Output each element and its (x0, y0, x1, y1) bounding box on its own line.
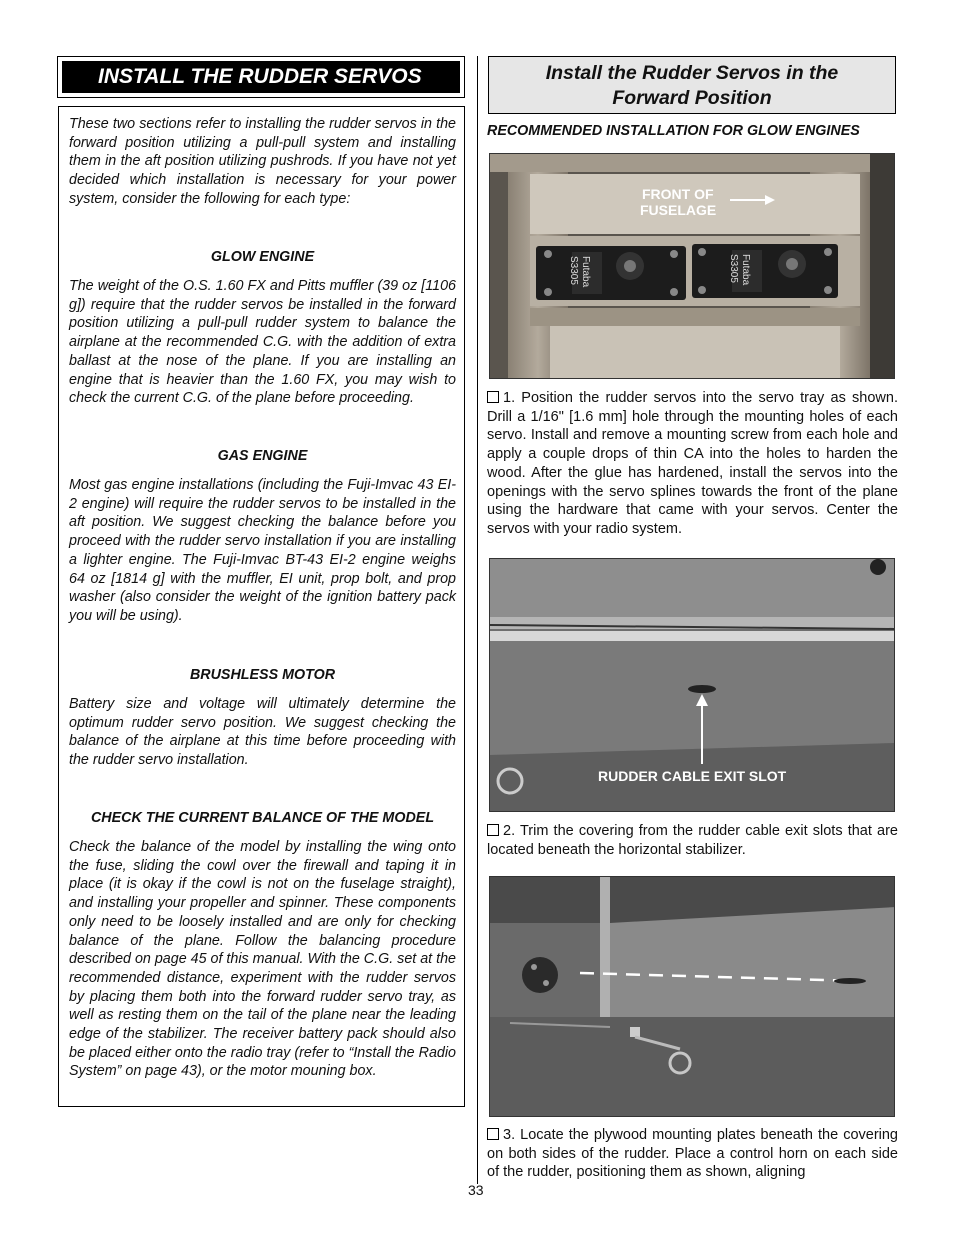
left-section-header (57, 56, 465, 98)
step-2 (487, 822, 898, 859)
servo-right-brand: Futaba (740, 254, 751, 286)
gas-engine-heading: GAS ENGINE (217, 448, 308, 464)
step-3 (487, 1126, 898, 1182)
check-balance-paragraph: Check the balance of the model by installing the wing onto the fuse, sliding the cowl over the firewall and taping it in place (it is okay if the cowl is not on the fuselage straight), and installing your propeller and spinner. These components only need to be loosely installed and are only for checking balance of the plane. Follow the balancing procedure described on page 45 of this manual. With the C.G. set at the recommended distance, experiment with the rudder servos by placing them both into the forward rudder servo tray, as well as resting them on the tail of the plane near the leading edge of the stabilizer. The receiver battery pack should also be placed either onto the radio tray (refer to “Install the Radio System” on page 43), or the motor mouning box. (69, 839, 456, 1080)
servo-left (536, 246, 686, 300)
glow-installation-subheading: RECOMMENDED INSTALLATION FOR GLOW ENGINES (487, 123, 860, 139)
intro-paragraph: These two sections refer to installing the rudder servos in the forward position utilizing a pull-pull system and installing them in the aft position utilizing pushrods. If you have not yet decided which installation is necessary for your power system, consider the following for each type: (69, 116, 456, 207)
column-divider (477, 56, 478, 1184)
servo-right-model: S3305 (728, 254, 739, 283)
step-1 (487, 389, 898, 539)
control-horn-illustration (490, 877, 895, 1117)
glow-engine-paragraph: The weight of the O.S. 1.60 FX and Pitts muffler (39 oz [1106 g]) require that the rudder servos be installed in the forward position utilizing a pull-pull rudder system to balance the airplane at the recommended C.G. with the addition of extra ballast at the nose of the plane. If you are installing an engine that is heavier than the 1.60 FX, you may wish to check the current C.G. of the plane before proceeding. (69, 278, 456, 407)
servo-left-brand: Futaba (580, 256, 591, 288)
servo-tray-photo (489, 153, 895, 379)
control-horn-photo (489, 876, 895, 1117)
check-balance-heading: CHECK THE CURRENT BALANCE OF THE MODEL (90, 810, 435, 826)
step-1-text: 1. Position the rudder servos into the servo tray as shown. Drill a 1/16" [1.6 mm] hole through the mounting holes of each servo. Install and remove a mounting screw from each hole and apply a couple drops of thin CA into the holes to harden the wood. After the glue has hardened, install the servos into the openings with the servo splines towards the front of the plane using the hardware that came with your servos. Center the servos with your radio system. (487, 390, 898, 537)
front-of-fuselage-label-1: FRONT OF (642, 186, 714, 202)
front-of-fuselage-label-2: FUSELAGE (640, 202, 717, 218)
servo-left-model: S3305 (568, 256, 579, 285)
right-section-title-line1: Install the Rudder Servos in the (545, 62, 839, 84)
step-3-checkbox-icon (487, 1128, 499, 1140)
left-section-title: INSTALL THE RUDDER SERVOS (62, 61, 460, 93)
exit-slot-illustration (490, 559, 895, 812)
exit-slot-photo (489, 558, 895, 812)
rudder-cable-exit-slot-label: RUDDER CABLE EXIT SLOT (598, 768, 787, 784)
gas-engine-paragraph: Most gas engine installations (including the Fuji-Imvac 43 EI-2 engine) will require the rudder servos to be installed in the aft position. We suggest checking the balance before you proceed with the rudder servo installation if you are installing a lighter engine. The Fuji-Imvac BT-43 EI-2 engine weighs 64 oz [1814 g] with the muffler, EI unit, prop bolt, and prop washer (also consider the weight of the ignition battery pack you will be using). (69, 477, 456, 624)
servo-tray-illustration (490, 154, 895, 379)
right-section-title-line2: Forward Position (612, 87, 772, 109)
page-number: 33 (468, 1182, 484, 1198)
step-2-text: 2. Trim the covering from the rudder cable exit slots that are located beneath the horizontal stabilizer. (487, 823, 898, 858)
left-info-box (58, 106, 465, 1107)
glow-engine-heading: GLOW ENGINE (210, 249, 315, 265)
brushless-motor-heading: BRUSHLESS MOTOR (189, 667, 336, 683)
step-2-checkbox-icon (487, 824, 499, 836)
step-3-text: 3. Locate the plywood mounting plates beneath the covering on both sides of the rudder. Place a control horn on each side of the rudder, positioning them as shown, aligning (487, 1127, 898, 1181)
right-section-header (488, 56, 896, 114)
step-1-checkbox-icon (487, 391, 499, 403)
brushless-motor-paragraph: Battery size and voltage will ultimately determine the optimum rudder servo position. We suggest checking the balance of the airplane at this time before proceeding with the rudder servo installation. (69, 696, 456, 769)
servo-right (692, 244, 838, 298)
